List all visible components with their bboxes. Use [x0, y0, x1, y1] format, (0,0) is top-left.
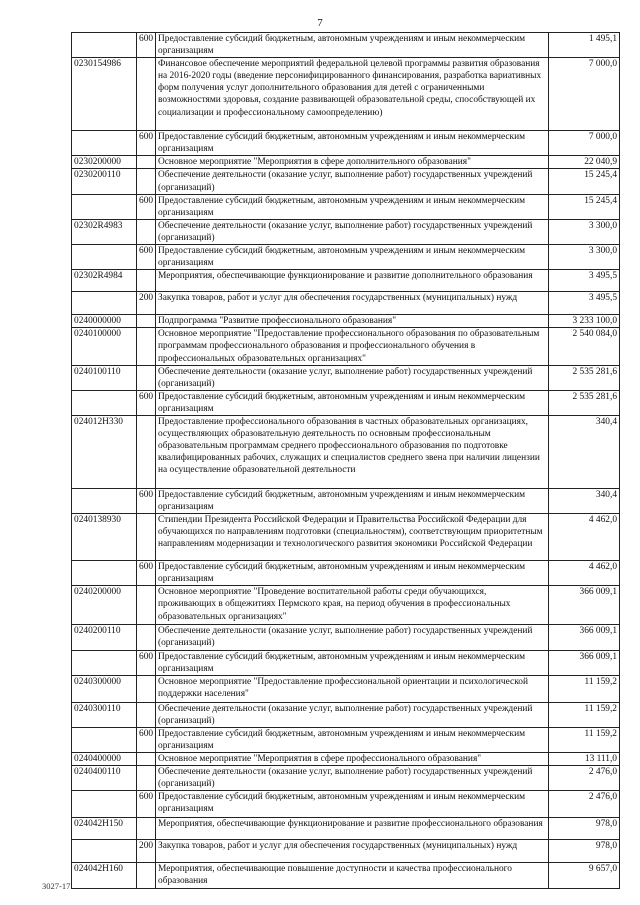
row-amount: 11 159,2: [549, 702, 620, 727]
row-expense-type: [137, 625, 156, 650]
row-name: Обеспечение деятельности (оказание услуг, выполнение работ) государственных учреждений (организаций): [156, 219, 549, 244]
row-code: 0240400000: [72, 753, 137, 766]
row-expense-type: 600: [137, 390, 156, 415]
row-amount: 978,0: [549, 840, 620, 863]
row-expense-type: 600: [137, 194, 156, 219]
table-body: [72, 33, 620, 889]
row-code: 024042Н160: [72, 863, 137, 888]
row-expense-type: 600: [137, 488, 156, 513]
footer-code: 3027-17: [42, 881, 71, 891]
table-row: [72, 514, 620, 561]
budget-table: [71, 32, 620, 889]
table-row: [72, 292, 620, 315]
row-expense-type: [137, 753, 156, 766]
row-expense-type: [137, 169, 156, 194]
row-name: Предоставление субсидий бюджетным, автономным учреждениям и иным некоммерческим организациям: [156, 245, 549, 270]
row-amount: 7 000,0: [549, 58, 620, 131]
row-name: Предоставление субсидий бюджетным, автономным учреждениям и иным некоммерческим организациям: [156, 727, 549, 752]
table-row: [72, 33, 620, 58]
row-name: Мероприятия, обеспечивающие функционирование и развитие профессионального образования: [156, 818, 549, 840]
row-expense-type: 600: [137, 561, 156, 586]
row-name: Основное мероприятие "Предоставление профессионального образования по образовательным программам профессионального образования и профессионального обучения в профессиональных образовательных организациях": [156, 328, 549, 365]
row-code: [72, 131, 137, 156]
table-row: [72, 675, 620, 702]
row-expense-type: [137, 863, 156, 888]
row-expense-type: [137, 315, 156, 328]
row-amount: 13 111,0: [549, 753, 620, 766]
table-row: [72, 840, 620, 863]
row-name: Подпрограмма "Развитие профессионального образования": [156, 315, 549, 328]
row-code: [72, 33, 137, 58]
table-row: [72, 586, 620, 625]
row-name: Мероприятия, обеспечивающие повышение доступности и качества профессионального образования: [156, 863, 549, 888]
row-expense-type: 200: [137, 292, 156, 315]
row-name: Предоставление субсидий бюджетным, автономным учреждениям и иным некоммерческим организациям: [156, 33, 549, 58]
table-row: [72, 702, 620, 727]
table-row: [72, 625, 620, 650]
row-amount: 22 040,9: [549, 156, 620, 169]
row-expense-type: 600: [137, 727, 156, 752]
table-row: [72, 791, 620, 818]
row-expense-type: [137, 270, 156, 292]
row-name: Предоставление профессионального образования в частных образовательных организациях, осуществляющих образовательную деятельность по основным профессиональным образовательным программам среднего профессионального образования по подготовке квалифицированных рабочих, служащих и специалистов среднего звена при наличии лицензии на осуществление образовательной деятельности: [156, 415, 549, 488]
row-amount: 15 245,4: [549, 194, 620, 219]
row-amount: 2 476,0: [549, 766, 620, 791]
row-code: 0240200110: [72, 625, 137, 650]
table-row: [72, 219, 620, 244]
row-expense-type: [137, 675, 156, 702]
row-expense-type: 200: [137, 840, 156, 863]
row-amount: 2 535 281,6: [549, 365, 620, 390]
table-row: [72, 561, 620, 586]
row-amount: 340,4: [549, 488, 620, 513]
row-code: [72, 650, 137, 675]
table-row: [72, 390, 620, 415]
row-name: Обеспечение деятельности (оказание услуг, выполнение работ) государственных учреждений (организаций): [156, 169, 549, 194]
row-code: 0240400110: [72, 766, 137, 791]
row-name: Обеспечение деятельности (оказание услуг, выполнение работ) государственных учреждений (организаций): [156, 365, 549, 390]
row-code: [72, 390, 137, 415]
table-row: [72, 415, 620, 488]
row-amount: 3 300,0: [549, 219, 620, 244]
table-row: [72, 245, 620, 270]
table-row: [72, 488, 620, 513]
table-row: [72, 270, 620, 292]
row-expense-type: 600: [137, 650, 156, 675]
row-code: 02302R4983: [72, 219, 137, 244]
row-amount: 3 233 100,0: [549, 315, 620, 328]
row-amount: 366 009,1: [549, 625, 620, 650]
row-code: 0240138930: [72, 514, 137, 561]
row-code: 0240200000: [72, 586, 137, 625]
row-code: [72, 791, 137, 818]
row-name: Предоставление субсидий бюджетным, автономным учреждениям и иным некоммерческим организациям: [156, 791, 549, 818]
table-row: [72, 863, 620, 888]
row-code: 024042Н150: [72, 818, 137, 840]
row-name: Мероприятия, обеспечивающие функционирование и развитие дополнительного образования: [156, 270, 549, 292]
row-name: Предоставление субсидий бюджетным, автономным учреждениям и иным некоммерческим организациям: [156, 131, 549, 156]
row-amount: 2 540 084,0: [549, 328, 620, 365]
row-expense-type: [137, 328, 156, 365]
row-name: Предоставление субсидий бюджетным, автономным учреждениям и иным некоммерческим организациям: [156, 390, 549, 415]
row-amount: 366 009,1: [549, 650, 620, 675]
row-expense-type: [137, 365, 156, 390]
row-name: Предоставление субсидий бюджетным, автономным учреждениям и иным некоммерческим организациям: [156, 561, 549, 586]
row-name: Закупка товаров, работ и услуг для обеспечения государственных (муниципальных) нужд: [156, 840, 549, 863]
table-row: [72, 169, 620, 194]
row-amount: 4 462,0: [549, 561, 620, 586]
row-amount: 2 476,0: [549, 791, 620, 818]
row-amount: 11 159,2: [549, 727, 620, 752]
row-expense-type: [137, 415, 156, 488]
table-row: [72, 156, 620, 169]
row-expense-type: 600: [137, 791, 156, 818]
row-code: 0240100000: [72, 328, 137, 365]
row-name: Основное мероприятие "Мероприятия в сфере профессионального образования": [156, 753, 549, 766]
row-name: Обеспечение деятельности (оказание услуг, выполнение работ) государственных учреждений (организаций): [156, 702, 549, 727]
row-amount: 4 462,0: [549, 514, 620, 561]
row-code: 0240100110: [72, 365, 137, 390]
row-name: Обеспечение деятельности (оказание услуг, выполнение работ) государственных учреждений (организаций): [156, 766, 549, 791]
row-name: Стипендии Президента Российской Федерации и Правительства Российской Федерации для обучающихся по направлениям подготовки (специальностям), соответствующим приоритетным направлениям модернизации и технологического развития экономики Российской Федерации: [156, 514, 549, 561]
table-row: [72, 131, 620, 156]
row-expense-type: [137, 219, 156, 244]
row-amount: 366 009,1: [549, 586, 620, 625]
row-amount: 7 000,0: [549, 131, 620, 156]
table-row: [72, 194, 620, 219]
row-code: 0240300110: [72, 702, 137, 727]
table-row: [72, 727, 620, 752]
row-code: 024012Н330: [72, 415, 137, 488]
table-row: [72, 818, 620, 840]
row-code: 02302R4984: [72, 270, 137, 292]
row-expense-type: [137, 586, 156, 625]
row-amount: 3 300,0: [549, 245, 620, 270]
row-code: [72, 488, 137, 513]
row-amount: 3 495,5: [549, 292, 620, 315]
row-expense-type: [137, 702, 156, 727]
row-name: Закупка товаров, работ и услуг для обеспечения государственных (муниципальных) нужд: [156, 292, 549, 315]
row-amount: 9 657,0: [549, 863, 620, 888]
table-row: [72, 650, 620, 675]
row-expense-type: [137, 58, 156, 131]
page-number: 7: [317, 17, 323, 29]
row-name: Основное мероприятие "Предоставление профессиональной ориентации и психологической поддержки населения": [156, 675, 549, 702]
row-expense-type: 600: [137, 33, 156, 58]
row-code: 0230154986: [72, 58, 137, 131]
table-row: [72, 753, 620, 766]
row-amount: 15 245,4: [549, 169, 620, 194]
row-code: [72, 292, 137, 315]
table-row: [72, 766, 620, 791]
row-amount: 3 495,5: [549, 270, 620, 292]
row-expense-type: 600: [137, 245, 156, 270]
row-expense-type: 600: [137, 131, 156, 156]
row-name: Основное мероприятие "Проведение воспитательной работы среди обучающихся, проживающих в общежитиях Пермского края, на период обучения в профессиональных образовательных организациях": [156, 586, 549, 625]
row-code: 0240000000: [72, 315, 137, 328]
row-name: Финансовое обеспечение мероприятий федеральной целевой программы развития образования на 2016-2020 годы (введение персонифицированного финансирования, разработка вариативных форм получения услуг дополнительного образования для детей с ограниченными возможностями здоровья, создание развивающей образовательной среды, способствующей их социализации и профессиональному самоопределению): [156, 58, 549, 131]
row-expense-type: [137, 766, 156, 791]
row-name: Предоставление субсидий бюджетным, автономным учреждениям и иным некоммерческим организациям: [156, 650, 549, 675]
row-amount: 978,0: [549, 818, 620, 840]
row-code: 0240300000: [72, 675, 137, 702]
row-code: [72, 245, 137, 270]
table-row: [72, 315, 620, 328]
row-code: [72, 840, 137, 863]
row-expense-type: [137, 156, 156, 169]
table-row: [72, 328, 620, 365]
row-expense-type: [137, 514, 156, 561]
row-amount: 11 159,2: [549, 675, 620, 702]
row-name: Обеспечение деятельности (оказание услуг, выполнение работ) государственных учреждений (организаций): [156, 625, 549, 650]
row-name: Предоставление субсидий бюджетным, автономным учреждениям и иным некоммерческим организациям: [156, 488, 549, 513]
row-amount: 340,4: [549, 415, 620, 488]
row-code: 0230200110: [72, 169, 137, 194]
row-code: 0230200000: [72, 156, 137, 169]
row-amount: 2 535 281,6: [549, 390, 620, 415]
row-amount: 1 495,1: [549, 33, 620, 58]
row-expense-type: [137, 818, 156, 840]
row-code: [72, 194, 137, 219]
row-code: [72, 727, 137, 752]
table-row: [72, 365, 620, 390]
table-row: [72, 58, 620, 131]
row-name: Предоставление субсидий бюджетным, автономным учреждениям и иным некоммерческим организациям: [156, 194, 549, 219]
row-name: Основное мероприятие "Мероприятия в сфере дополнительного образования": [156, 156, 549, 169]
row-code: [72, 561, 137, 586]
